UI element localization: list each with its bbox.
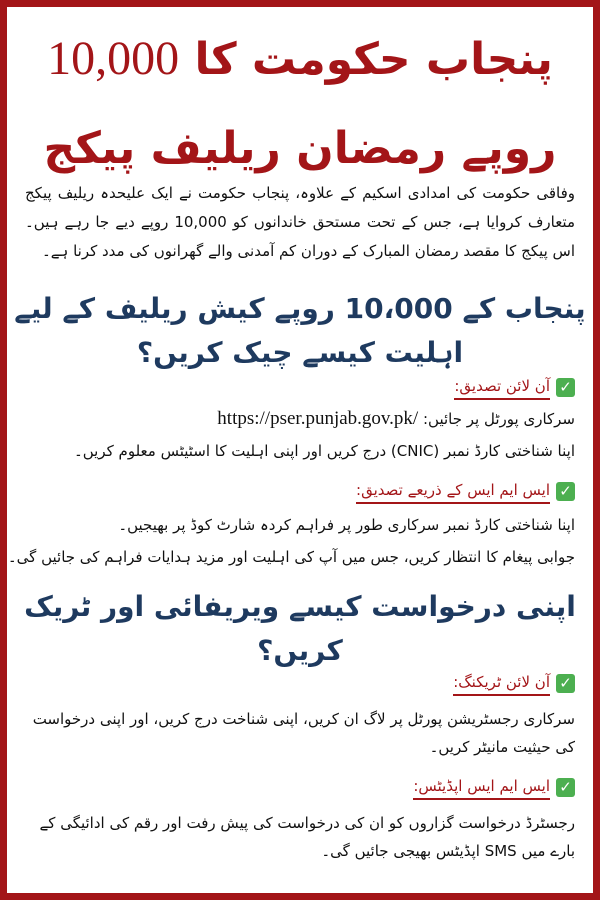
- title-text: پنجاب حکومت کا: [194, 34, 553, 85]
- sms-instruction-1: اپنا شناختی کارڈ نمبر سرکاری طور پر فراہم کردہ شارٹ کوڈ پر بھیجیں۔: [118, 516, 575, 534]
- sms-updates-heading: [413, 775, 575, 800]
- title-line-2: روپے رمضان ریلیف پیکج: [43, 123, 557, 174]
- online-verification-heading: [454, 375, 575, 400]
- check-mark-icon: ✓: [556, 482, 575, 501]
- online-tracking-heading: [453, 671, 575, 696]
- title-number: 10,000: [47, 32, 180, 85]
- sms-verification-heading: [356, 479, 575, 504]
- check-mark-icon: ✓: [556, 378, 575, 397]
- sms-updates-label: ایس ایم ایس اپڈیٹس:: [413, 775, 550, 800]
- title-line-1: [7, 32, 593, 85]
- sms-verification-label: ایس ایم ایس کے ذریعے تصدیق:: [356, 479, 550, 504]
- cnic-instruction: اپنا شناختی کارڈ نمبر (CNIC) درج کریں اور اپنی اہلیت کا اسٹیٹس معلوم کریں۔: [73, 442, 575, 460]
- portal-url-link[interactable]: https://pser.punjab.gov.pk/: [217, 408, 419, 429]
- intro-paragraph: وفاقی حکومت کی امدادی اسکیم کے علاوہ، پنجاب حکومت نے ایک علیحدہ ریلیف پیکج متعارف کروایا ہے، جس کے تحت مستحق خاندانوں کو 10,000 روپے دیے جا رہے ہیں۔ اس پیکج کا مقصد رمضان المبارک کے دوران کم آمدنی والے گھرانوں کی مدد کرنا ہے۔: [25, 184, 575, 260]
- online-tracking-label: آن لائن ٹریکنگ:: [453, 671, 550, 696]
- online-verification-label: آن لائن تصدیق:: [454, 375, 550, 400]
- sms-updates-instruction: رجسٹرڈ درخواست گزاروں کو ان کی درخواست کی پیش رفت اور رقم کی ادائیگی کے بارے میں SMS اپڈیٹس بھیجی جائیں گی۔: [39, 814, 575, 860]
- portal-line: [217, 405, 575, 433]
- sms-instruction-2: جوابی پیغام کا انتظار کریں، جس میں آپ کی اہلیت اور مزید ہدایات فراہم کی جائیں گی۔: [7, 548, 575, 566]
- section1-heading: پنجاب کے 10،000 روپے کیش ریلیف کے لیے اہلیت کیسے چیک کریں؟: [14, 292, 586, 369]
- portal-text: سرکاری پورٹل پر جائیں:: [422, 410, 575, 428]
- article: [7, 7, 593, 893]
- tracking-instruction: سرکاری رجسٹریشن پورٹل پر لاگ ان کریں، اپنی شناخت درج کریں، اور اپنی درخواست کی حیثیت مانیٹر کریں۔: [32, 710, 575, 756]
- check-mark-icon: ✓: [556, 674, 575, 693]
- section2-heading: اپنی درخواست کیسے ویریفائی اور ٹریک کریں؟: [24, 590, 576, 667]
- check-mark-icon: ✓: [556, 778, 575, 797]
